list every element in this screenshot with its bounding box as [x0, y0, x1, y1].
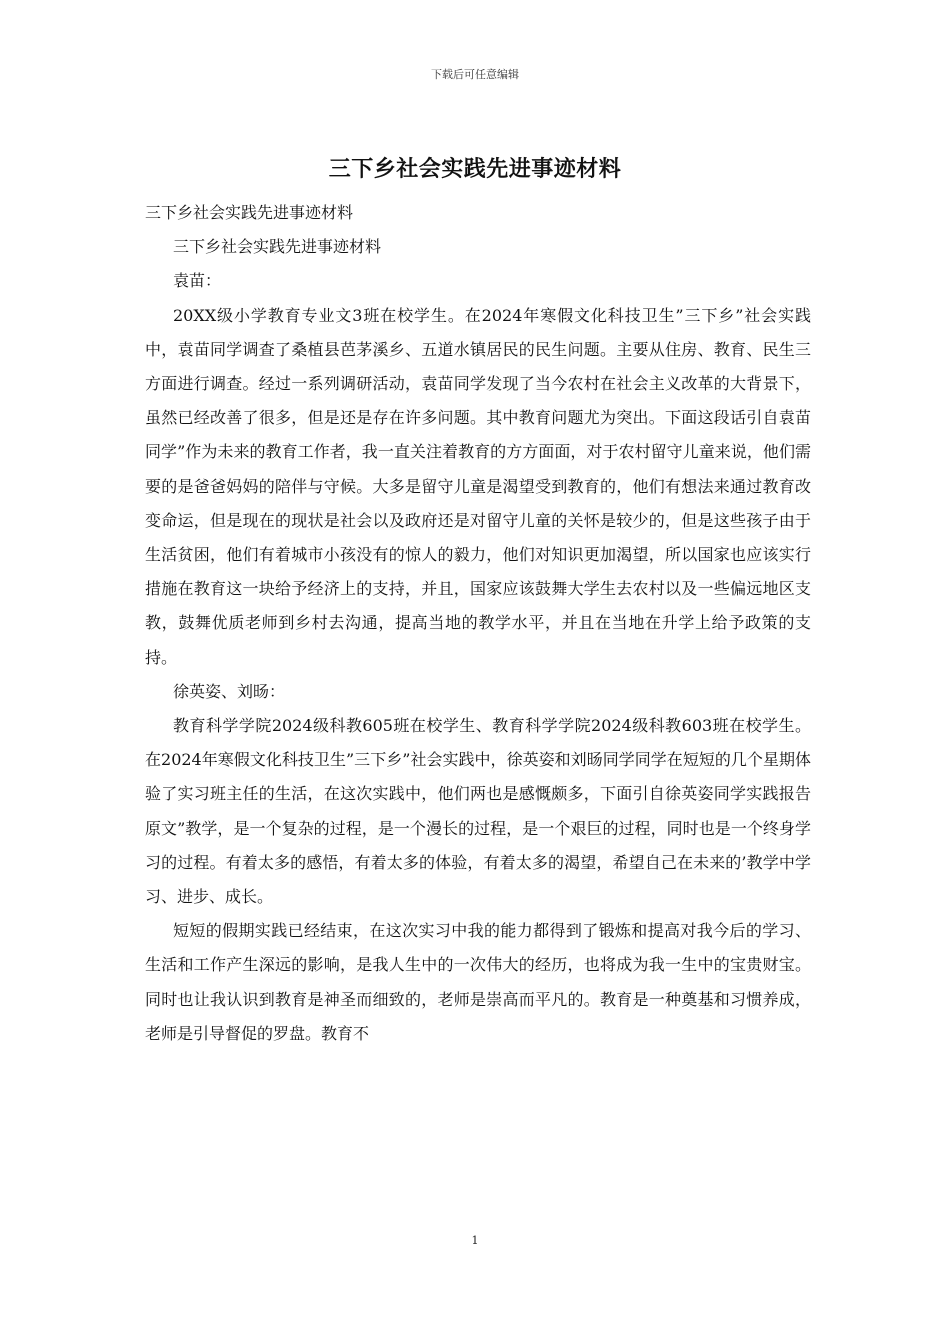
header-note: 下载后可任意编辑 — [431, 68, 519, 81]
paragraph: 徐英姿、刘旸： — [173, 681, 286, 701]
paragraph: 20XX级小学教育专业文3班在校学生。在2024年寒假文化科技卫生”三下乡”社会实践中，袁苗同学调查了桑植县芭茅溪乡、五道水镇居民的民生问题。主要从住房、教育、民生三方面进行调查。经过一系列调研活动，袁苗同学发现了当今农村在社会主义改革的大背景下，虽然已经改善了很多，但是还是存在许多问题。其中教育问题尤为突出。下面这段话引自袁苗同学”作为未来的教育工作者，我一直关注着教育的方方面面，对于农村留守儿童来说，他们需要的是爸爸妈妈的陪伴与守候。大多是留守儿童是渴望受到教育的，他们有想法来通过教育改变命运，但是现在的现状是社会以及政府还是对留守儿童的关怀是较少的，但是这些孩子由于生活贫困，他们有着城市小孩没有的惊人的毅力，他们对知识更加渴望，所以国家也应该实行措施在教育这一块给予经济上的支持，并且，国家应该鼓舞大学生去农村以及一些偏远地区支教，鼓舞优质老师到乡村去沟通，提高当地的教学水平，并且在当地在升学上给予政策的支持。 — [145, 305, 811, 667]
document-title: 三下乡社会实践先进事迹材料 — [328, 156, 622, 182]
document-body — [145, 196, 811, 1051]
paragraph: 三下乡社会实践先进事迹材料 — [145, 203, 354, 222]
paragraph: 教育科学学院2024级科教605班在校学生、教育科学学院2024级科教603班在校学生。在2024年寒假文化科技卫生”三下乡”社会实践中，徐英姿和刘旸同学同学在短短的几个星期体验了实习班主任的生活，在这次实践中，他们两也是感慨颇多，下面引自徐英姿同学实践报告原文”教学，是一个复杂的过程，是一个漫长的过程，是一个艰巨的过程，同时也是一个终身学习的过程。有着太多的感悟，有着太多的体验，有着太多的渴望，希望自己在未来的’教学中学习、进步、成长。 — [145, 716, 811, 907]
paragraph: 袁苗： — [173, 271, 222, 291]
paragraph: 短短的假期实践已经结束，在这次实习中我的能力都得到了锻炼和提高对我今后的学习、生活和工作产生深远的影响，是我人生中的一次伟大的经历，也将成为我一生中的宝贵财宝。同时也让我认识到教育是神圣而细致的，老师是崇高而平凡的。教育是一种奠基和习惯养成，老师是引导督促的罗盘。教育不 — [145, 921, 811, 1043]
page-number: 1 — [471, 1234, 479, 1247]
paragraph: 三下乡社会实践先进事迹材料 — [173, 237, 382, 257]
